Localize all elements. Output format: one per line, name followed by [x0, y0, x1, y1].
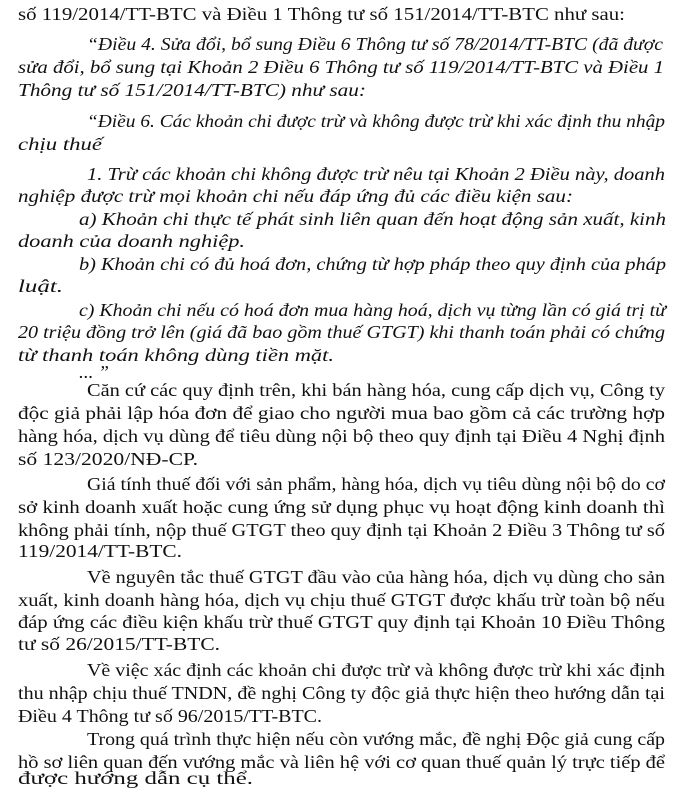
text-line: hồ sơ liên quan đến vướng mắc và liên hệ với cơ quan thuế quản lý trực tiếp để	[18, 752, 665, 772]
text-line: 119/2014/TT-BTC.	[18, 541, 183, 561]
text-line: a) Khoản chi thực tế phát sinh liên quan đến hoạt động sản xuất, kinh	[79, 209, 666, 229]
text-line: 20 triệu đồng trở lên (giá đã bao gồm thuế GTGT) khi thanh toán phải có chứng	[18, 322, 666, 342]
text-line: đáp ứng các điều kiện khấu trừ thuế GTGT quy định tại Khoản 10 Điều Thông	[18, 612, 665, 632]
text-line: hàng hóa, dịch vụ dùng để tiêu dùng nội bộ theo quy định tại Điều 4 Nghị định	[18, 426, 665, 446]
text-line: Trong quá trình thực hiện nếu còn vướng mắc, đề nghị Độc giả cung cấp	[87, 729, 665, 749]
text-line: thu nhập chịu thuế TNDN, đề nghị Công ty độc giả thực hiện theo hướng dẫn tại	[18, 683, 666, 703]
text-line: “Điều 4. Sửa đổi, bổ sung Điều 6 Thông tư số 78/2014/TT-BTC (đã được	[87, 34, 664, 54]
text-line: Điều 4 Thông tư số 96/2015/TT-BTC.	[18, 706, 323, 726]
text-line: số 119/2014/TT-BTC và Điều 1 Thông tư số 151/2014/TT-BTC như sau:	[18, 4, 625, 24]
text-line: 1. Trừ các khoản chi không được trừ nêu tại Khoản 2 Điều này, doanh	[87, 164, 666, 184]
text-line: Căn cứ các quy định trên, khi bán hàng hóa, cung cấp dịch vụ, Công ty	[87, 380, 666, 400]
text-line: “Điều 6. Các khoản chi được trừ và không được trừ khi xác định thu nhập	[87, 111, 665, 131]
text-line: chịu thuế	[18, 134, 102, 154]
text-line: sửa đổi, bổ sung tại Khoản 2 Điều 6 Thông tư số 119/2014/TT-BTC và Điều 1	[18, 57, 664, 77]
text-line: ... ”	[79, 362, 110, 382]
text-line: b) Khoản chi có đủ hoá đơn, chứng từ hợp pháp theo quy định của pháp	[79, 254, 666, 274]
text-line: không phải tính, nộp thuế GTGT theo quy định tại Khoản 2 Điều 3 Thông tư số	[18, 520, 665, 540]
text-line: luật.	[18, 276, 63, 296]
text-line: sở kinh doanh xuất hoặc cung ứng sử dụng phục vụ hoạt động kinh doanh thì	[18, 497, 666, 517]
text-line: c) Khoản chi nếu có hoá đơn mua hàng hoá, dịch vụ từng lần có giá trị từ	[79, 300, 667, 320]
text-line: Thông tư số 151/2014/TT-BTC) như sau:	[18, 80, 366, 100]
text-line: độc giả phải lập hóa đơn để giao cho người mua bao gồm cả các trường hợp	[18, 403, 666, 423]
text-line: được hướng dẫn cụ thể.	[18, 768, 254, 788]
text-line: Về nguyên tắc thuế GTGT đầu vào của hàng hóa, dịch vụ dùng cho sản	[87, 567, 665, 587]
text-line: từ thanh toán không dùng tiền mặt.	[18, 345, 335, 365]
text-line: nghiệp được trừ mọi khoản chi nếu đáp ứng đủ các điều kiện sau:	[18, 186, 573, 206]
text-line: Về việc xác định các khoản chi được trừ và không được trừ khi xác định	[87, 660, 665, 680]
text-line: Giá tính thuế đối với sản phẩm, hàng hóa, dịch vụ tiêu dùng nội bộ do cơ	[87, 474, 665, 494]
text-line: xuất, kinh doanh hàng hóa, dịch vụ chịu thuế GTGT được khấu trừ toàn bộ nếu	[18, 590, 665, 610]
text-line: tư số 26/2015/TT-BTC.	[18, 634, 221, 654]
text-line: doanh của doanh nghiệp.	[18, 231, 246, 251]
text-line: số 123/2020/NĐ-CP.	[18, 449, 199, 469]
